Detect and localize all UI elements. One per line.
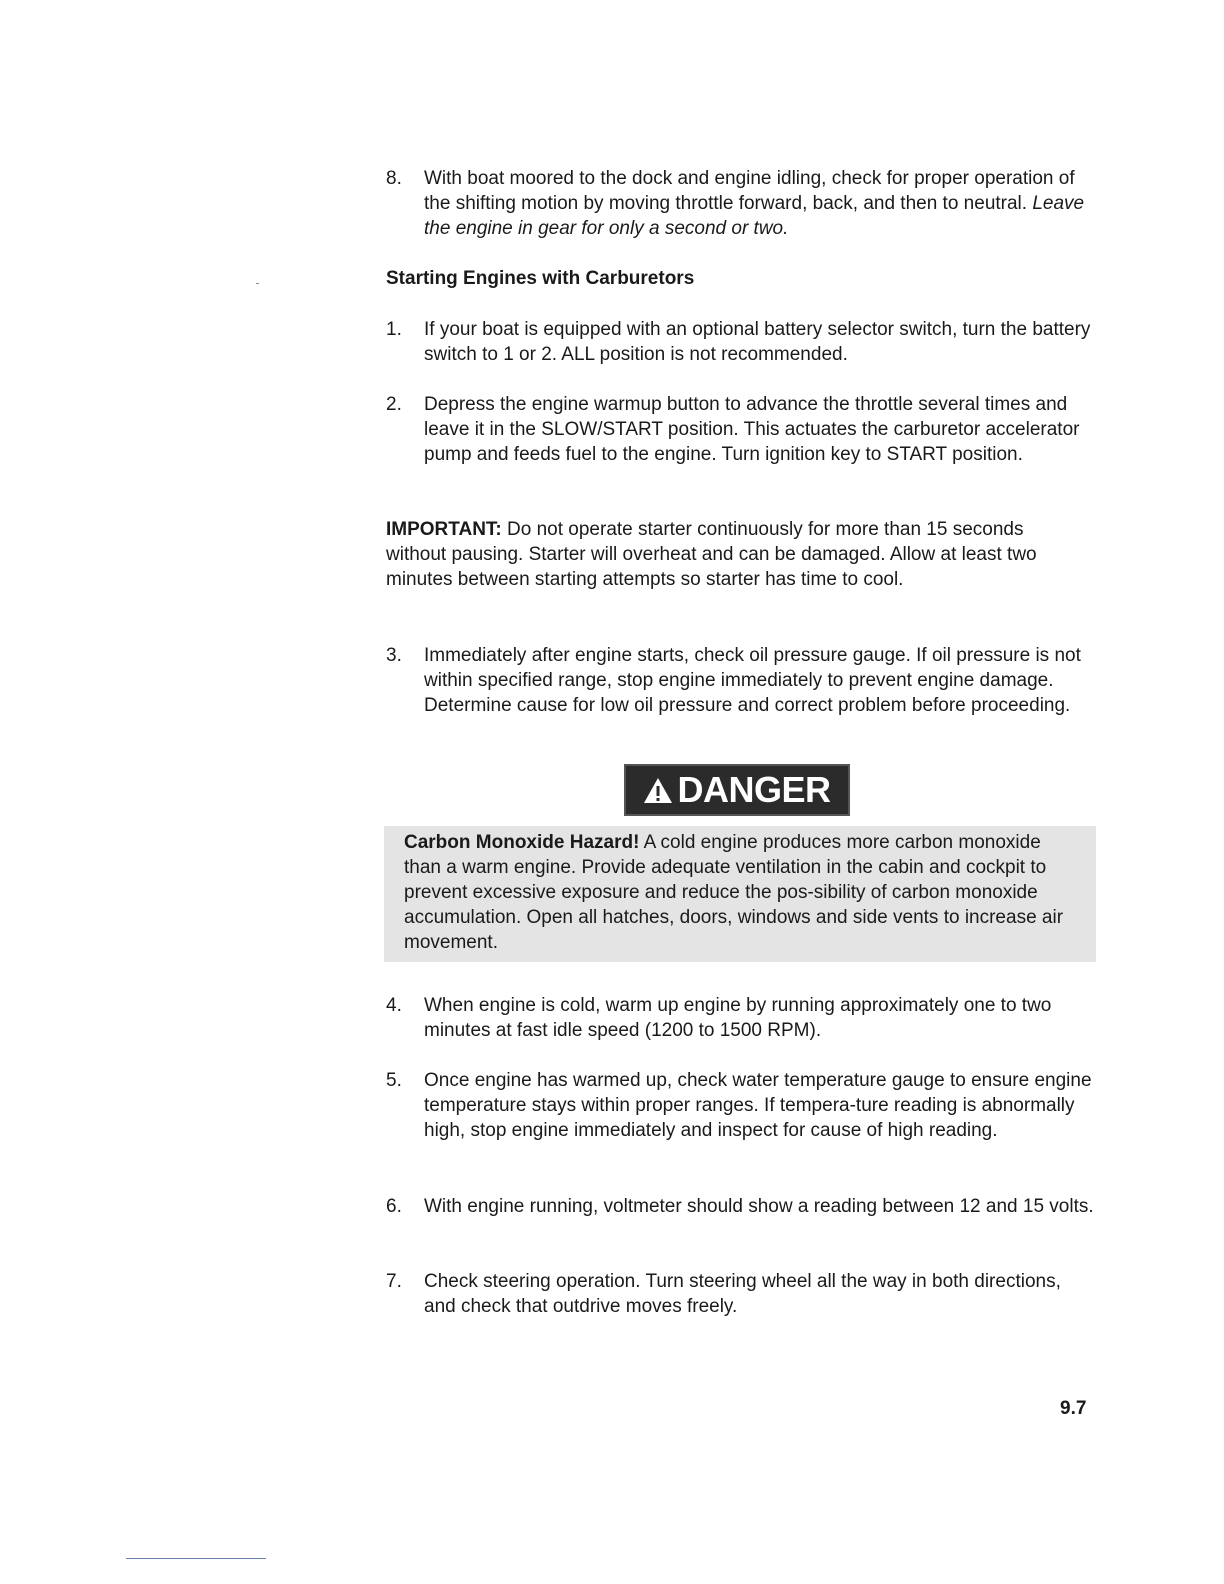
step-5-water-temperature	[386, 1068, 1096, 1143]
important-notice	[386, 517, 1076, 592]
important-text: Do not operate starter continuously for more than 15 seconds without pausing. Starter will overheat and can be damaged. Allow at least two minutes between starting attempts so starter has time to cool.	[386, 519, 1037, 590]
step-text: Check steering operation. Turn steering wheel all the way in both directions, and check that outdrive moves freely.	[424, 1271, 1061, 1317]
step-text: When engine is cold, warm up engine by running approximately one to two minutes at fast idle speed (1200 to 1500 RPM).	[424, 995, 1052, 1041]
warning-triangle-icon	[643, 776, 673, 804]
step-number: 6.	[386, 1196, 402, 1217]
step-text: Once engine has warmed up, check water temperature gauge to ensure engine temperature stays within proper ranges. If tempera-ture reading is abnormally high, stop engine immediately and inspect for cause of high reading.	[424, 1070, 1092, 1141]
danger-label-text: DANGER	[677, 769, 831, 810]
danger-label	[624, 764, 850, 816]
step-number: 8.	[386, 168, 402, 189]
step-2-warmup-button	[386, 392, 1096, 467]
step-text: If your boat is equipped with an optional battery selector switch, turn the battery switch to 1 or 2. ALL position is not recommended.	[424, 319, 1091, 365]
stray-mark	[256, 283, 259, 284]
step-text: With boat moored to the dock and engine idling, check for proper operation of the shifting motion by moving throttle forward, back, and then to neutral. Leave the engine in gear for only a second or two.	[424, 168, 1085, 239]
step-number: 7.	[386, 1271, 402, 1292]
step-text: Immediately after engine starts, check oil pressure gauge. If oil pressure is not within specified range, stop engine immediately to prevent engine damage. Determine cause for low oil pressure and correct problem before proceeding.	[424, 645, 1081, 716]
step-7-steering	[386, 1269, 1096, 1319]
step-4-warm-up	[386, 993, 1096, 1043]
danger-text: A cold engine produces more carbon monoxide than a warm engine. Provide adequate ventilation in the cabin and cockpit to prevent excessive exposure and reduce the pos-sibility of carbon monoxide accumulation. Open all hatches, doors, windows and side vents to increase air movement.	[404, 832, 1064, 953]
step-6-voltmeter	[386, 1194, 1096, 1219]
step-emphasis: Leave the engine in gear for only a second or two.	[424, 193, 1085, 239]
step-number: 5.	[386, 1070, 402, 1091]
footer-rule	[126, 1558, 266, 1559]
step-3-oil-pressure	[386, 643, 1096, 718]
step-number: 2.	[386, 394, 402, 415]
important-label: IMPORTANT:	[386, 519, 502, 540]
section-heading: Starting Engines with Carburetors	[386, 268, 695, 289]
step-number: 3.	[386, 645, 402, 666]
page-number: 9.7	[1060, 1398, 1087, 1419]
step-number: 1.	[386, 319, 402, 340]
danger-title: Carbon Monoxide Hazard!	[404, 832, 640, 853]
step-text: With engine running, voltmeter should show a reading between 12 and 15 volts.	[424, 1196, 1094, 1217]
step-text: Depress the engine warmup button to advance the throttle several times and leave it in the SLOW/START position. This actuates the carburetor accelerator pump and feeds fuel to the engine. Turn ignition key to START position.	[424, 394, 1080, 465]
danger-message-box	[384, 826, 1096, 962]
step-number: 4.	[386, 995, 402, 1016]
step-8-shifting-check	[386, 166, 1096, 241]
step-1-battery-switch	[386, 317, 1096, 367]
